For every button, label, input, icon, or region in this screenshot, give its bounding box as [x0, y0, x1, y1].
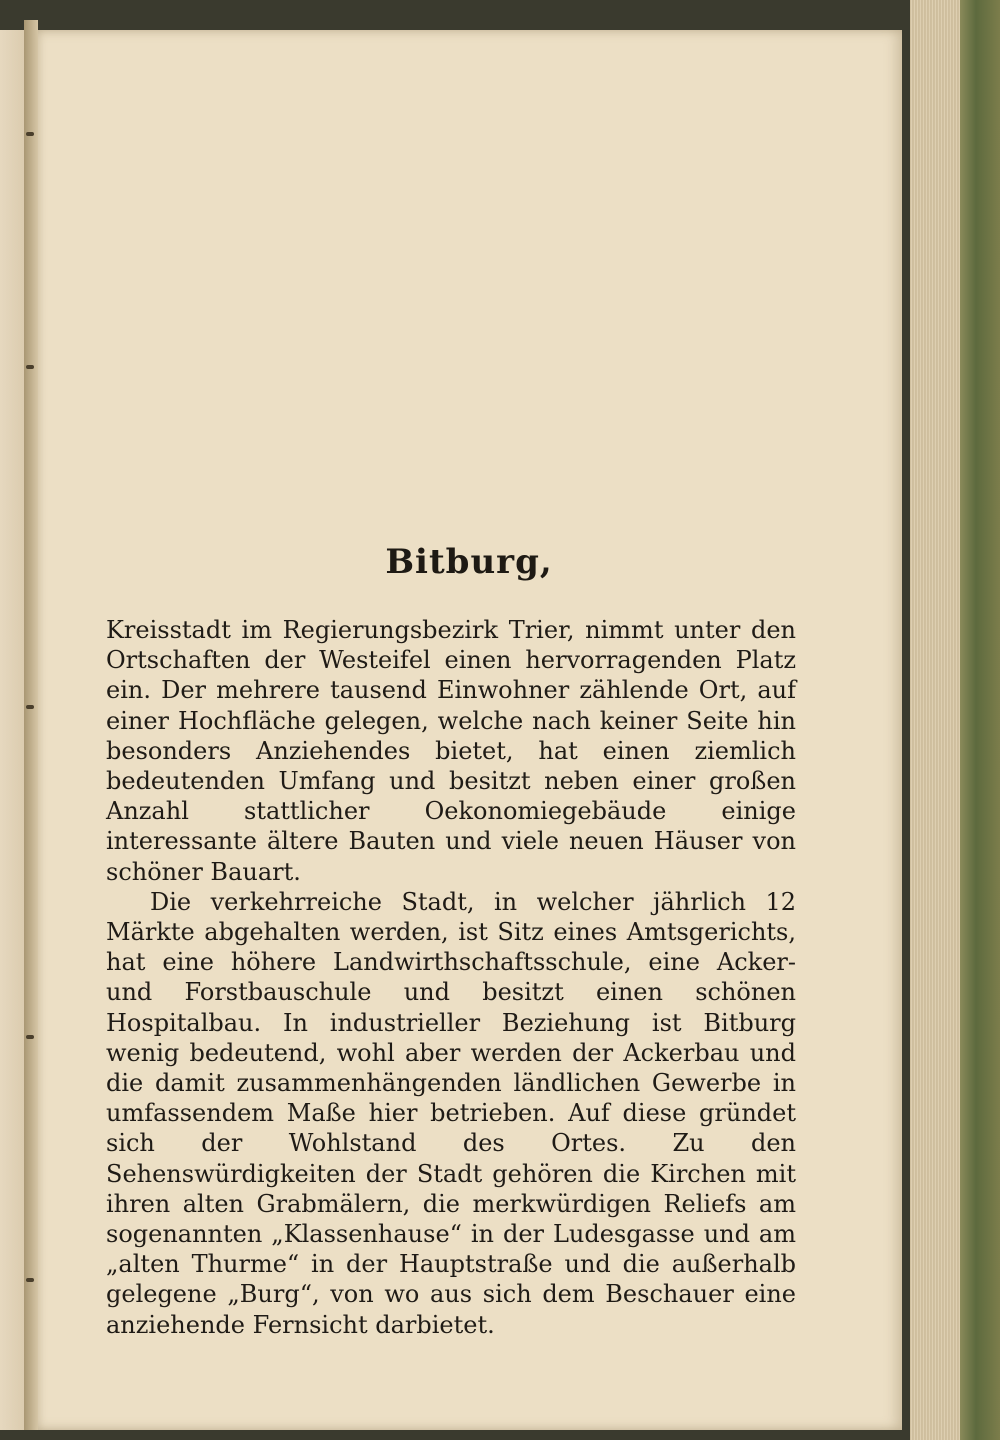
page-title: Bitburg,: [385, 542, 553, 582]
book-binding: [24, 20, 38, 1430]
paragraph-1: Kreisstadt im Regierungsbezirk Trier, nimmt unter den Ortschaften der Westeifel einen hervorragenden Platz ein. Der mehrere tausend Einwohner zählende Ort, auf einer Hochfläche gelegen, welche nach keiner Seite hin besonders Anziehendes bietet, hat einen ziemlich bedeutenden Umfang und besitzt neben einer großen Anzahl stattlicher Oekonomiegebäude einige interessante ältere Bauten und viele neuen Häuser von schöner Bauart.: [106, 616, 796, 886]
body-text: [106, 615, 796, 1340]
book-page: [36, 30, 902, 1430]
show-through-text: [132, 140, 832, 610]
paragraph-2: Die verkehrreiche Stadt, in welcher jährlich 12 Märkte abgehalten werden, ist Sitz eines Amtsgerichts, hat eine höhere Landwirthschaftsschule, eine Acker- und Forstbauschule und besitzt einen schönen Hospitalbau. In industrieller Beziehung ist Bitburg wenig bedeutend, wohl aber werden der Ackerbau und die damit zusammenhängenden ländlichen Gewerbe in umfassendem Maße hier betrieben. Auf diese gründet sich der Wohlstand des Ortes. Zu den Sehenswürdigkeiten der Stadt gehören die Kirchen mit ihren alten Grabmälern, die merkwürdigen Reliefs am sogenannten „Klassenhause“ in der Ludesgasse und am „alten Thurme“ in der Hauptstraße und die außerhalb gelegene „Burg“, von wo aus sich dem Beschauer eine anziehende Fernsicht darbietet.: [106, 887, 796, 1339]
book-cover-edge: [960, 0, 1000, 1440]
